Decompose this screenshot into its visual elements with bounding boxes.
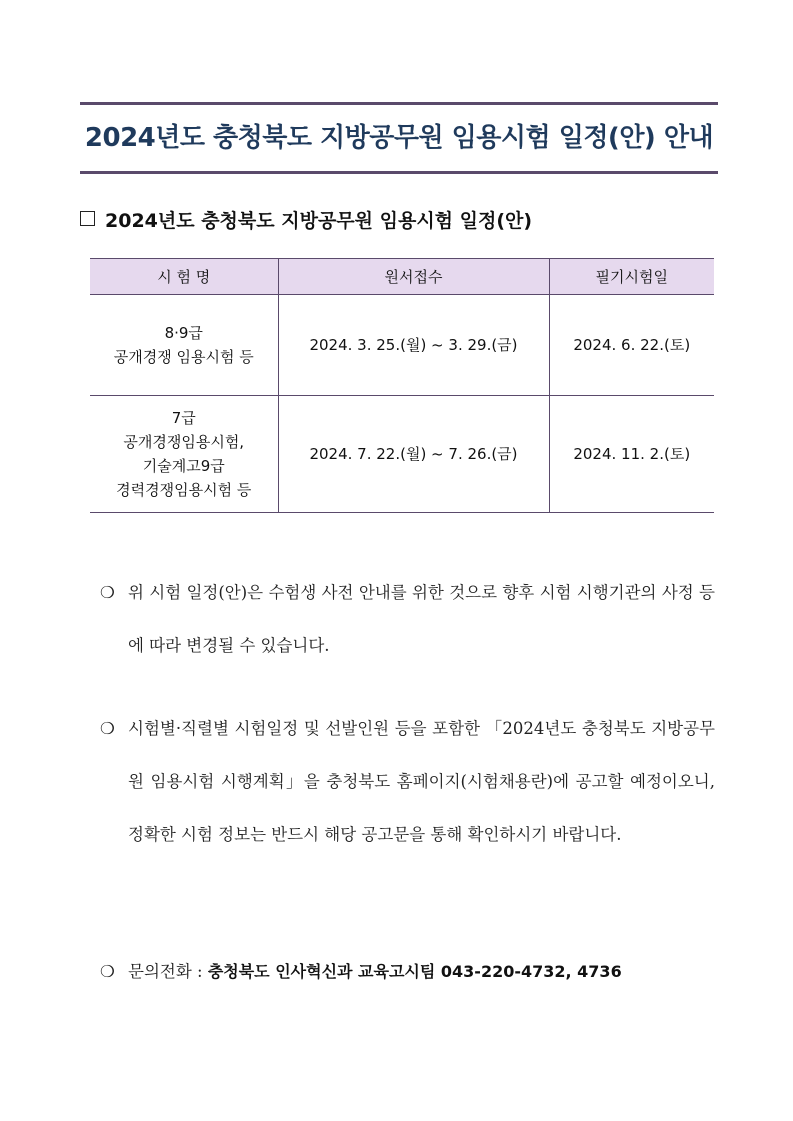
circle-bullet-icon: ❍ — [100, 962, 115, 981]
exam-name-line: 공개경쟁임용시험, — [123, 433, 245, 451]
schedule-table — [90, 258, 714, 513]
note-text: 시험별·직렬별 시험일정 및 선발인원 등을 포함한 「2024년도 충청북도 지방공무원 임용시험 시행계획」을 충청북도 홈페이지(시험채용란)에 공고할 예정이오니, 정확한 시험 정보는 반드시 해당 공고문을 통해 확인하시기 바랍니다. — [128, 719, 715, 844]
header-exam-date: 필기시험일 — [549, 259, 714, 295]
exam-name-line: 기술계고9급 — [142, 457, 225, 475]
exam-name-line: 경력경쟁임용시험 등 — [116, 481, 252, 499]
circle-bullet-icon: ❍ — [100, 583, 115, 602]
exam-date-cell: 2024. 6. 22.(토) — [549, 295, 714, 396]
exam-name-line: 7급 — [171, 409, 196, 427]
table-row — [90, 396, 714, 513]
exam-date-cell: 2024. 11. 2.(토) — [549, 396, 714, 513]
exam-name-line: 공개경쟁 임용시험 등 — [113, 348, 254, 366]
circle-bullet-icon: ❍ — [100, 719, 115, 738]
table-header-row — [90, 259, 714, 295]
exam-name-line: 8·9급 — [164, 324, 203, 342]
note-announcement — [100, 702, 715, 861]
contact-line — [128, 956, 715, 988]
title-block — [80, 102, 718, 174]
exam-name-cell — [90, 396, 278, 513]
checkbox-square-icon — [80, 211, 95, 226]
note-contact — [100, 956, 715, 988]
application-period-cell: 2024. 3. 25.(월) ~ 3. 29.(금) — [278, 295, 549, 396]
contact-label: 문의전화 : — [128, 962, 203, 981]
note-text: 위 시험 일정(안)은 수험생 사전 안내를 위한 것으로 향후 시험 시행기관의 사정 등에 따라 변경될 수 있습니다. — [128, 583, 715, 655]
header-exam-name: 시 험 명 — [90, 259, 278, 295]
page-title: 2024년도 충청북도 지방공무원 임용시험 일정(안) 안내 — [84, 123, 714, 153]
section-heading-text: 2024년도 충청북도 지방공무원 임용시험 일정(안) — [105, 210, 533, 232]
header-application: 원서접수 — [278, 259, 549, 295]
table-row — [90, 295, 714, 396]
title-bottom-rule — [80, 171, 718, 174]
application-period-cell: 2024. 7. 22.(월) ~ 7. 26.(금) — [278, 396, 549, 513]
exam-name-cell — [90, 295, 278, 396]
section-heading — [80, 206, 720, 233]
note-schedule-change — [100, 566, 715, 672]
contact-phone: 충청북도 인사혁신과 교육고시팀 043-220-4732, 4736 — [207, 962, 622, 981]
